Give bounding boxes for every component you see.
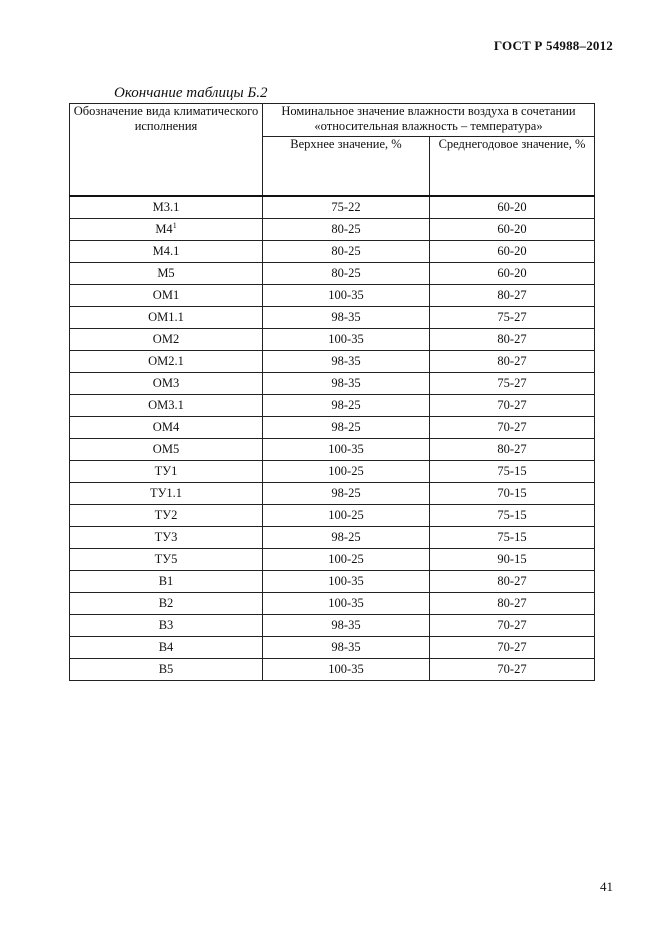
- designation-text: М4: [155, 222, 173, 236]
- cell-designation: [70, 329, 263, 351]
- table-row: [70, 527, 595, 549]
- designation-text: ОМ4: [152, 420, 180, 434]
- cell-upper: 98-35: [263, 307, 430, 329]
- cell-designation: [70, 593, 263, 615]
- table-row: [70, 241, 595, 263]
- cell-annual: 60-20: [430, 219, 595, 241]
- designation-text: В1: [158, 574, 174, 588]
- footnote-marker: 1: [172, 220, 177, 230]
- cell-annual: 90-15: [430, 549, 595, 571]
- designation-text: ТУ2: [154, 508, 178, 522]
- cell-designation: [70, 549, 263, 571]
- designation-text: М5: [157, 266, 175, 280]
- designation-text: ОМ1.1: [148, 310, 184, 324]
- table-row: [70, 373, 595, 395]
- table-row: [70, 351, 595, 373]
- cell-annual: 70-27: [430, 637, 595, 659]
- designation-text: М4.1: [152, 244, 180, 258]
- column-header-designation: Обозначение вида климатического исполнения: [70, 104, 263, 197]
- cell-upper: 100-25: [263, 549, 430, 571]
- designation-text: ОМ2: [152, 332, 180, 346]
- cell-annual: 70-27: [430, 417, 595, 439]
- cell-upper: 98-35: [263, 637, 430, 659]
- designation-text: ТУ1: [154, 464, 178, 478]
- cell-upper: 100-35: [263, 571, 430, 593]
- cell-upper: 98-35: [263, 351, 430, 373]
- cell-annual: 60-20: [430, 263, 595, 285]
- cell-designation: [70, 505, 263, 527]
- cell-annual: 80-27: [430, 329, 595, 351]
- cell-designation: [70, 307, 263, 329]
- cell-designation: [70, 637, 263, 659]
- cell-designation: [70, 285, 263, 307]
- designation-text: ОМ3: [152, 376, 180, 390]
- cell-upper: 100-35: [263, 439, 430, 461]
- page-number: 41: [600, 879, 613, 894]
- table-row: [70, 395, 595, 417]
- cell-designation: [70, 527, 263, 549]
- cell-designation: [70, 615, 263, 637]
- cell-annual: 60-20: [430, 196, 595, 219]
- table-row: [70, 505, 595, 527]
- table-row: [70, 637, 595, 659]
- cell-annual: 75-15: [430, 461, 595, 483]
- cell-annual: 75-15: [430, 505, 595, 527]
- cell-annual: 70-27: [430, 615, 595, 637]
- cell-annual: 75-15: [430, 527, 595, 549]
- table-row: [70, 549, 595, 571]
- designation-text: В2: [158, 596, 174, 610]
- cell-annual: 70-27: [430, 395, 595, 417]
- cell-upper: 100-25: [263, 461, 430, 483]
- table-row: [70, 483, 595, 505]
- designation-text: ОМ3.1: [148, 398, 184, 412]
- cell-upper: 75-22: [263, 196, 430, 219]
- designation-text: ОМ5: [152, 442, 180, 456]
- table-row: [70, 615, 595, 637]
- table-row: [70, 263, 595, 285]
- table-header: [70, 104, 595, 197]
- table-row: [70, 439, 595, 461]
- cell-designation: [70, 571, 263, 593]
- cell-annual: 75-27: [430, 307, 595, 329]
- cell-designation: [70, 417, 263, 439]
- cell-designation: [70, 439, 263, 461]
- cell-annual: 80-27: [430, 593, 595, 615]
- cell-designation: [70, 373, 263, 395]
- cell-upper: 80-25: [263, 263, 430, 285]
- column-header-upper: Верхнее значение, %: [263, 137, 430, 197]
- table-row: [70, 196, 595, 219]
- table-row: [70, 571, 595, 593]
- cell-upper: 100-35: [263, 285, 430, 307]
- cell-upper: 98-25: [263, 417, 430, 439]
- document-code: ГОСТ Р 54988–2012: [493, 38, 613, 53]
- cell-annual: 60-20: [430, 241, 595, 263]
- table-row: [70, 659, 595, 681]
- cell-designation: [70, 483, 263, 505]
- cell-upper: 80-25: [263, 241, 430, 263]
- cell-annual: 80-27: [430, 571, 595, 593]
- designation-text: ТУ1.1: [149, 486, 183, 500]
- designation-text: В4: [158, 640, 174, 654]
- table-row: [70, 285, 595, 307]
- cell-designation: [70, 219, 263, 241]
- designation-text: ТУ3: [154, 530, 178, 544]
- cell-annual: 80-27: [430, 351, 595, 373]
- cell-designation: [70, 196, 263, 219]
- table-row: [70, 329, 595, 351]
- table-caption: Окончание таблицы Б.2: [114, 85, 268, 101]
- cell-upper: 98-35: [263, 373, 430, 395]
- designation-text: ТУ5: [154, 552, 178, 566]
- cell-designation: [70, 659, 263, 681]
- cell-annual: 70-27: [430, 659, 595, 681]
- cell-upper: 98-25: [263, 483, 430, 505]
- table-row: [70, 461, 595, 483]
- cell-upper: 98-25: [263, 527, 430, 549]
- designation-text: ОМ2.1: [148, 354, 184, 368]
- cell-upper: 98-25: [263, 395, 430, 417]
- cell-designation: [70, 351, 263, 373]
- cell-upper: 98-35: [263, 615, 430, 637]
- table-row: [70, 593, 595, 615]
- cell-upper: 100-25: [263, 505, 430, 527]
- cell-upper: 100-35: [263, 593, 430, 615]
- column-header-annual: Среднегодовое значение, %: [430, 137, 595, 197]
- cell-annual: 80-27: [430, 439, 595, 461]
- table-row: [70, 417, 595, 439]
- humidity-table: [69, 103, 595, 681]
- cell-annual: 80-27: [430, 285, 595, 307]
- cell-annual: 75-27: [430, 373, 595, 395]
- cell-annual: 70-15: [430, 483, 595, 505]
- designation-text: М3.1: [152, 200, 180, 214]
- table-body: [70, 196, 595, 681]
- cell-upper: 100-35: [263, 329, 430, 351]
- designation-text: В5: [158, 662, 174, 676]
- cell-designation: [70, 241, 263, 263]
- cell-upper: 100-35: [263, 659, 430, 681]
- designation-text: В3: [158, 618, 174, 632]
- cell-designation: [70, 395, 263, 417]
- table-row: [70, 307, 595, 329]
- column-header-nominal: Номинальное значение влажности воздуха в сочетании «относительная влажность – температура»: [263, 104, 595, 137]
- header-row: [70, 104, 595, 137]
- cell-upper: 80-25: [263, 219, 430, 241]
- table-row: [70, 219, 595, 241]
- designation-text: ОМ1: [152, 288, 180, 302]
- cell-designation: [70, 461, 263, 483]
- cell-designation: [70, 263, 263, 285]
